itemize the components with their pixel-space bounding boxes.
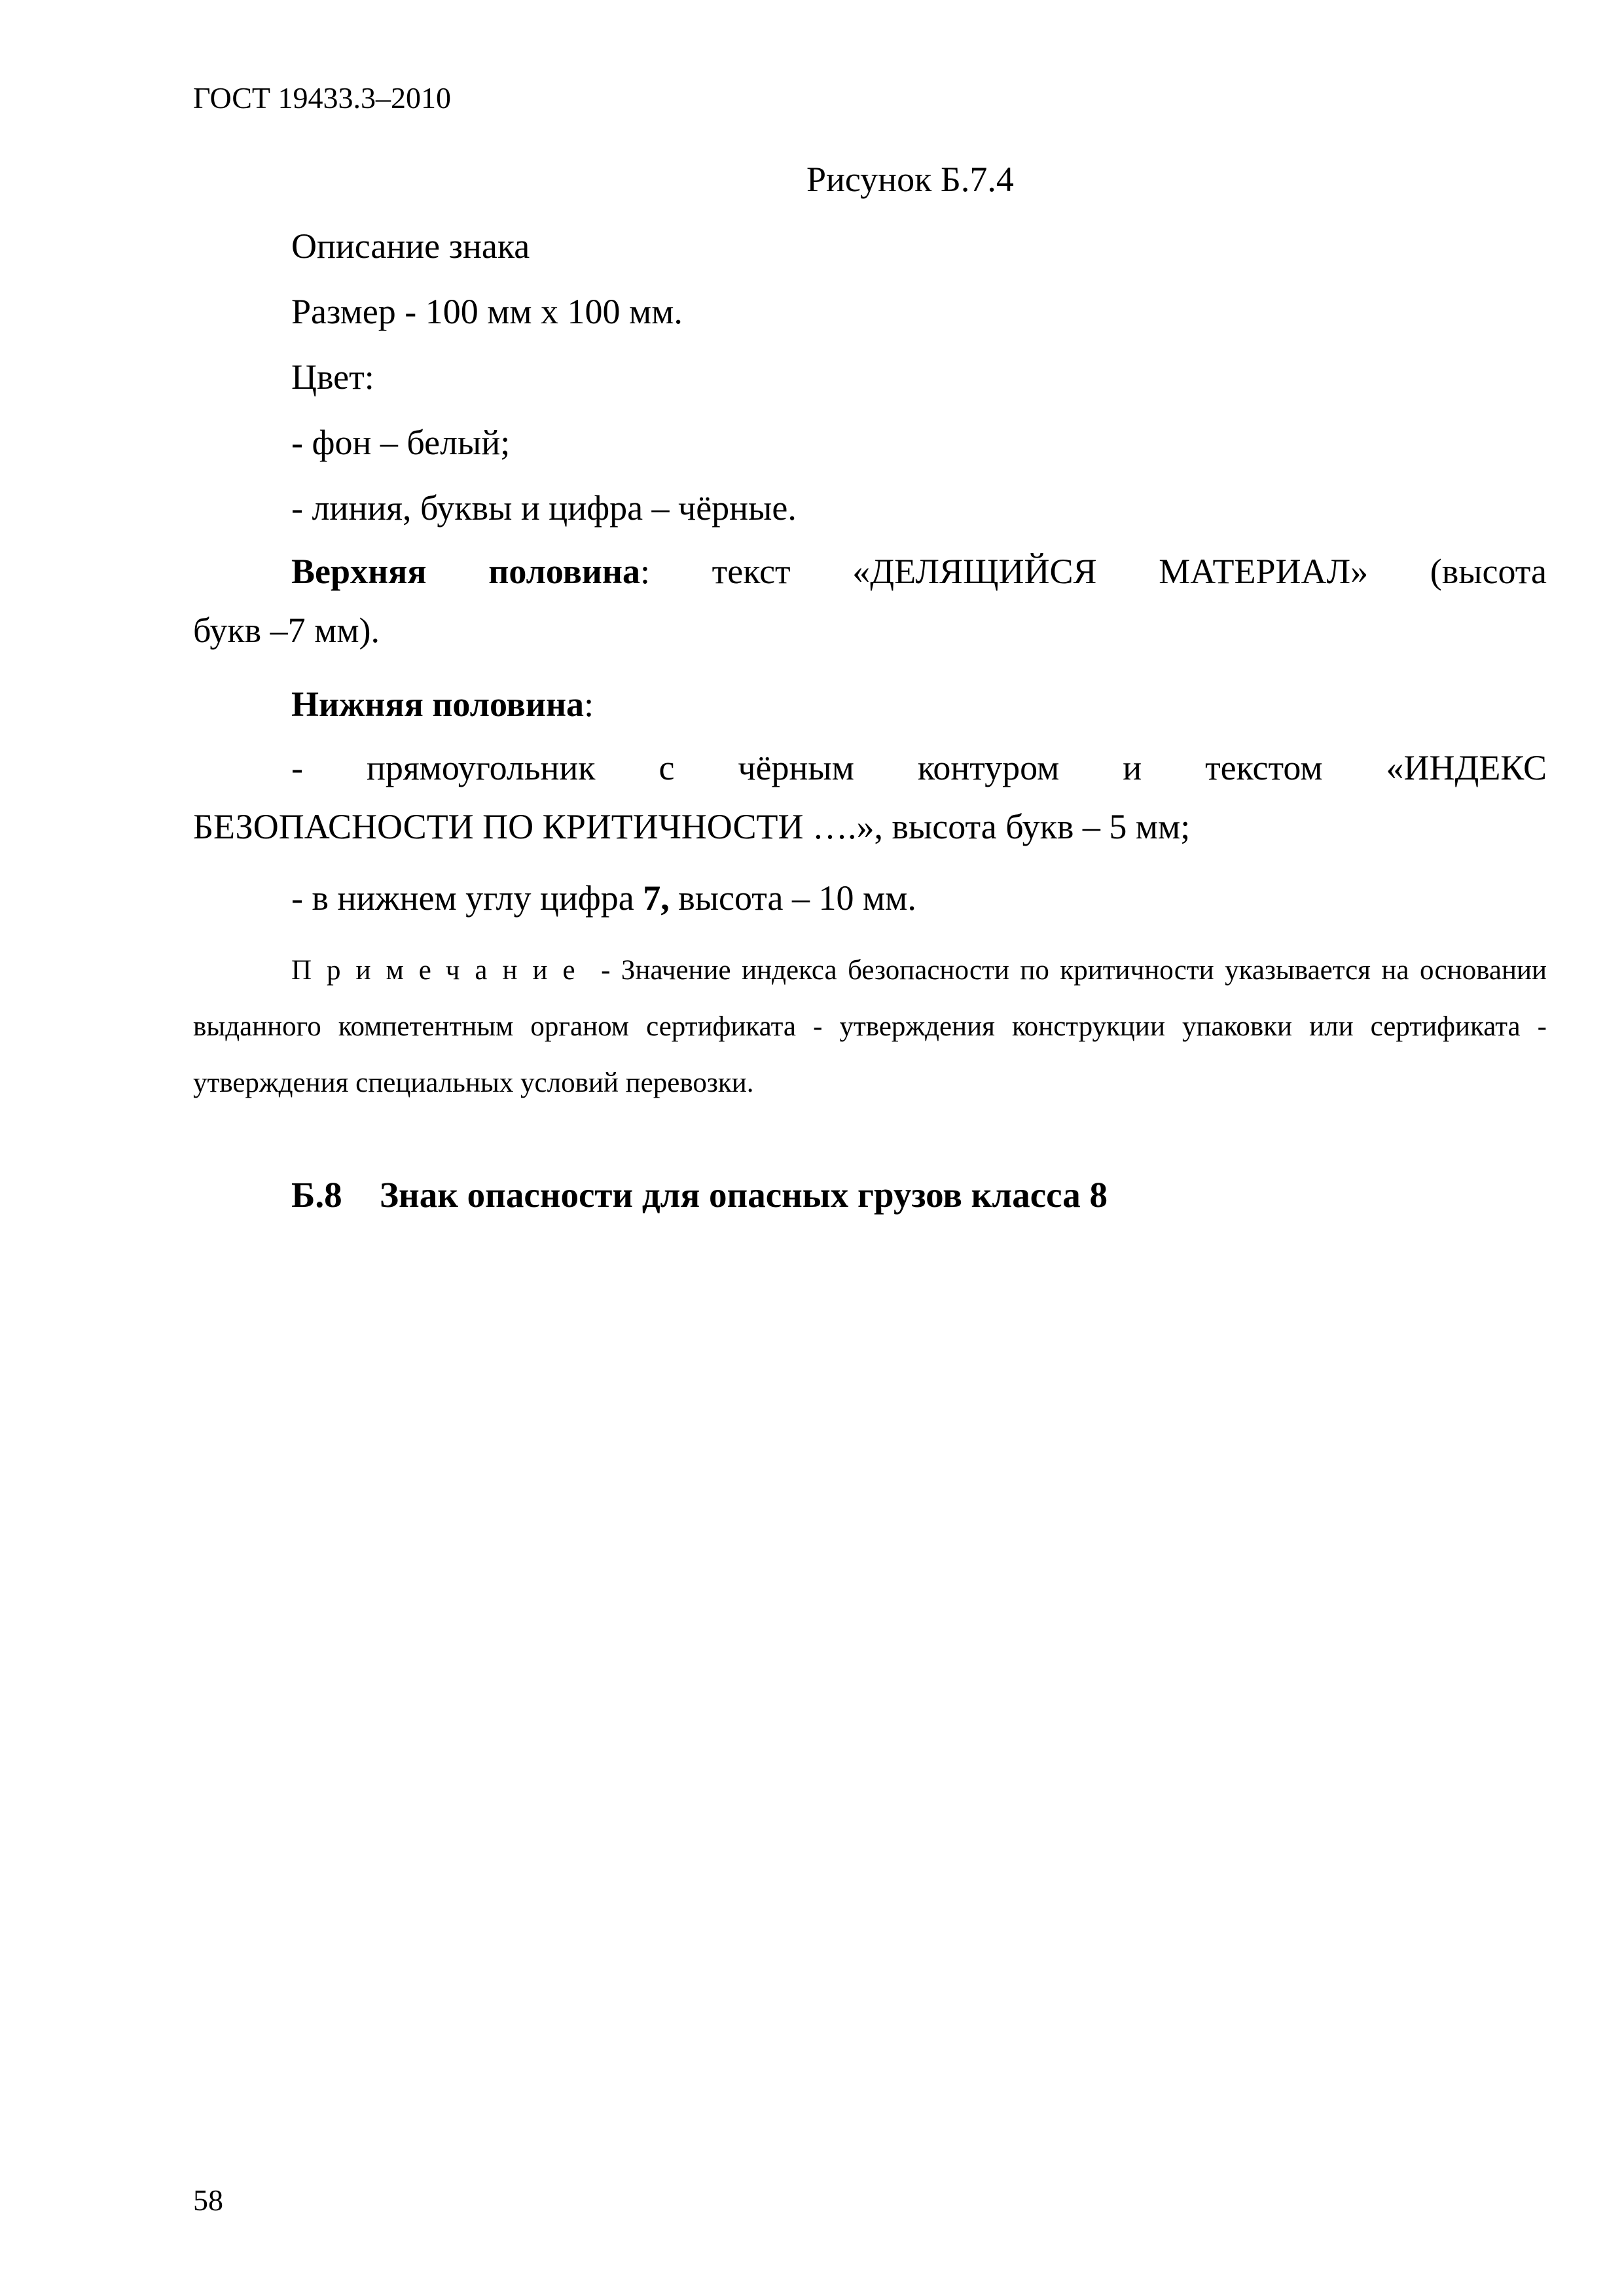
- lower-half-item-1-line-2: БЕЗОПАСНОСТИ ПО КРИТИЧНОСТИ ….», высота букв – 5 мм;: [193, 807, 1191, 846]
- color-label: Цвет:: [291, 357, 374, 397]
- lower-half-item-1-line-1: - прямоугольник с чёрным контуром и текстом «ИНДЕКС: [291, 748, 1547, 787]
- lower-half-item-2-prefix: - в нижнем углу цифра: [291, 878, 643, 918]
- lower-half-item-2-digit: 7,: [643, 878, 670, 918]
- page-number: 58: [193, 2183, 223, 2217]
- lower-half-item-2: [291, 874, 916, 922]
- note-text: - Значение индекса безопасности по критичности указывается на основании выданного компетентным органом сертификата - утверждения конструкции упаковки или сертификата - утверждения специальных условий перевозки.: [193, 955, 1547, 1098]
- lower-half-colon: :: [584, 685, 594, 724]
- lower-half-heading: [291, 681, 594, 728]
- lower-half-item-2-suffix: высота – 10 мм.: [669, 878, 916, 918]
- size-line: Размер - 100 мм х 100 мм.: [291, 292, 683, 331]
- upper-half-text: : текст «ДЕЛЯЩИЙСЯ МАТЕРИАЛ» (высота: [640, 552, 1547, 591]
- lower-half-label: Нижняя половина: [291, 685, 585, 724]
- upper-half-first-line: [193, 542, 1547, 601]
- section-title: Знак опасности для опасных грузов класса 8: [380, 1175, 1108, 1215]
- note-label: Примечание: [291, 955, 590, 986]
- color-background-line: - фон – белый;: [291, 423, 511, 462]
- document-header: ГОСТ 19433.3–2010: [193, 81, 452, 115]
- section-heading: [291, 1172, 1108, 1219]
- upper-half-label: Верхняя половина: [291, 552, 640, 591]
- section-number: Б.8: [291, 1175, 342, 1215]
- lower-half-item-1: [193, 738, 1547, 856]
- upper-half-continuation: букв –7 мм).: [193, 611, 380, 650]
- color-lines-line: - линия, буквы и цифра – чёрные.: [291, 488, 797, 528]
- figure-caption: Рисунок Б.7.4: [806, 160, 1014, 199]
- note-paragraph: [193, 942, 1547, 1111]
- description-title: Описание знака: [291, 226, 530, 266]
- upper-half-paragraph: [193, 542, 1547, 660]
